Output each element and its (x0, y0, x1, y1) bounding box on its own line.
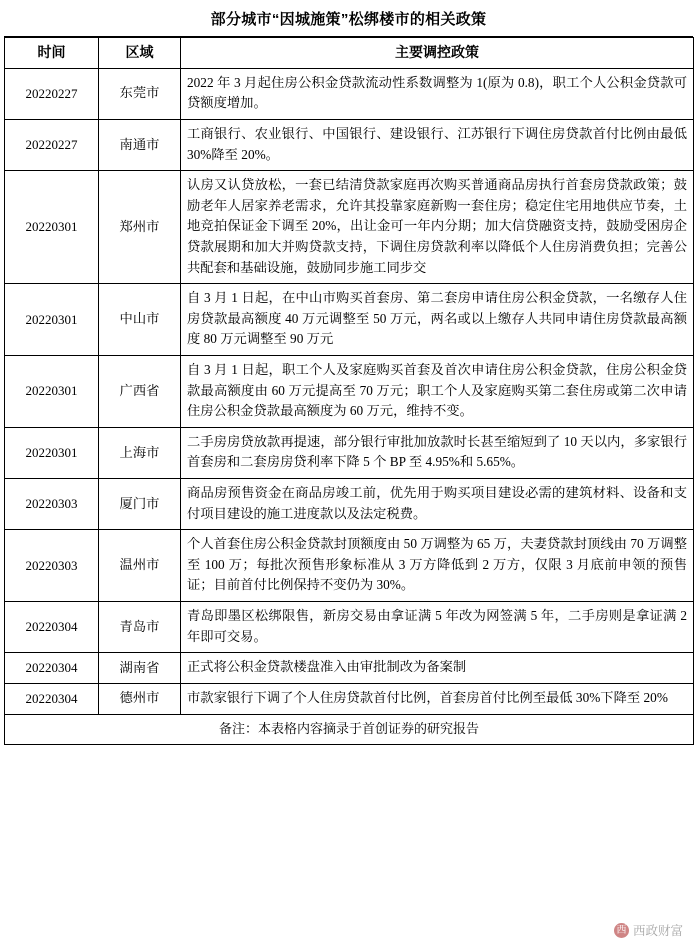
cell-policy: 工商银行、农业银行、中国银行、建设银行、江苏银行下调住房贷款首付比例由最低 30%降至 20%。 (181, 119, 694, 170)
watermark (614, 921, 683, 939)
table-note-row (5, 714, 694, 744)
cell-region: 温州市 (99, 530, 181, 602)
column-header-policy: 主要调控政策 (181, 38, 694, 69)
cell-policy: 认房又认贷放松，一套已结清贷款家庭再次购买普通商品房执行首套房贷款政策；鼓励老年人居家养老需求，允许其投靠家庭新购一套住房；稳定住宅用地供应节奏，土地竞拍保证金下调至 20%，出让金可一年内分期；加大信贷融资支持，鼓励受困房企贷款展期和加大并购贷款支持，下调住房贷款利率以降低个人住房消费负担；完善公共配套和基础设施，鼓励同步施工同步交 (181, 171, 694, 284)
brand-logo-icon: 西 (614, 923, 629, 938)
cell-date: 20220227 (5, 68, 99, 119)
cell-policy: 自 3 月 1 日起，在中山市购买首套房、第二套房申请住房公积金贷款，一名缴存人住房贷款最高额度 40 万元调整至 50 万元，两名或以上缴存人共同申请住房贷款最高额度 80 万元调整至 90 万元 (181, 284, 694, 356)
cell-date: 20220304 (5, 683, 99, 714)
cell-policy: 自 3 月 1 日起，职工个人及家庭购买首套及首次申请住房公积金贷款，住房公积金贷款最高额度由 60 万元提高至 70 万元；职工个人及家庭购买第二套住房或第二次申请住房公积金贷款最高额度为 60 万元，维持不变。 (181, 356, 694, 428)
table-row (5, 530, 694, 602)
table-row (5, 683, 694, 714)
table-row (5, 356, 694, 428)
cell-policy: 二手房房贷放款再提速，部分银行审批加放款时长甚至缩短到了 10 天以内，多家银行首套房和二套房房贷利率下降 5 个 BP 至 4.95%和 5.65%。 (181, 427, 694, 478)
cell-date: 20220301 (5, 356, 99, 428)
table-row (5, 68, 694, 119)
cell-date: 20220303 (5, 479, 99, 530)
cell-date: 20220303 (5, 530, 99, 602)
cell-policy: 2022 年 3 月起住房公积金贷款流动性系数调整为 1(原为 0.8)，职工个人公积金贷款可贷额度增加。 (181, 68, 694, 119)
cell-region: 郑州市 (99, 171, 181, 284)
cell-region: 厦门市 (99, 479, 181, 530)
cell-region: 东莞市 (99, 68, 181, 119)
cell-region: 中山市 (99, 284, 181, 356)
watermark-label: 西政财富 (632, 924, 683, 938)
table-row (5, 119, 694, 170)
cell-date: 20220227 (5, 119, 99, 170)
table-row (5, 653, 694, 684)
column-header-region: 区域 (99, 38, 181, 69)
cell-date: 20220304 (5, 602, 99, 653)
cell-policy: 青岛即墨区松绑限售，新房交易由拿证满 5 年改为网签满 5 年，二手房则是拿证满 2 年即可交易。 (181, 602, 694, 653)
cell-region: 湖南省 (99, 653, 181, 684)
cell-date: 20220301 (5, 171, 99, 284)
cell-region: 南通市 (99, 119, 181, 170)
table-row (5, 602, 694, 653)
cell-date: 20220301 (5, 284, 99, 356)
cell-date: 20220304 (5, 653, 99, 684)
table-row (5, 479, 694, 530)
cell-date: 20220301 (5, 427, 99, 478)
cell-region: 德州市 (99, 683, 181, 714)
page-title: 部分城市“因城施策”松绑楼市的相关政策 (4, 0, 693, 37)
table-row (5, 284, 694, 356)
cell-region: 上海市 (99, 427, 181, 478)
cell-region: 广西省 (99, 356, 181, 428)
table-header-row (5, 38, 694, 69)
cell-policy: 个人首套住房公积金贷款封顶额度由 50 万调整为 65 万，夫妻贷款封顶线由 70 万调整至 100 万；每批次预售形象标准从 3 万方降低到 2 万方，仅限 3 月底前申领的预售证；目前首付比例保持不变仍为 30%。 (181, 530, 694, 602)
column-header-time: 时间 (5, 38, 99, 69)
cell-policy: 商品房预售资金在商品房竣工前，优先用于购买项目建设必需的建筑材料、设备和支付项目建设的施工进度款以及法定税费。 (181, 479, 694, 530)
table-row (5, 171, 694, 284)
policy-table (4, 37, 694, 745)
cell-policy: 市款家银行下调了个人住房贷款首付比例，首套房首付比例至最低 30%下降至 20% (181, 683, 694, 714)
cell-region: 青岛市 (99, 602, 181, 653)
cell-policy: 正式将公积金贷款楼盘准入由审批制改为备案制 (181, 653, 694, 684)
table-note: 备注：本表格内容摘录于首创证券的研究报告 (5, 714, 694, 744)
table-row (5, 427, 694, 478)
